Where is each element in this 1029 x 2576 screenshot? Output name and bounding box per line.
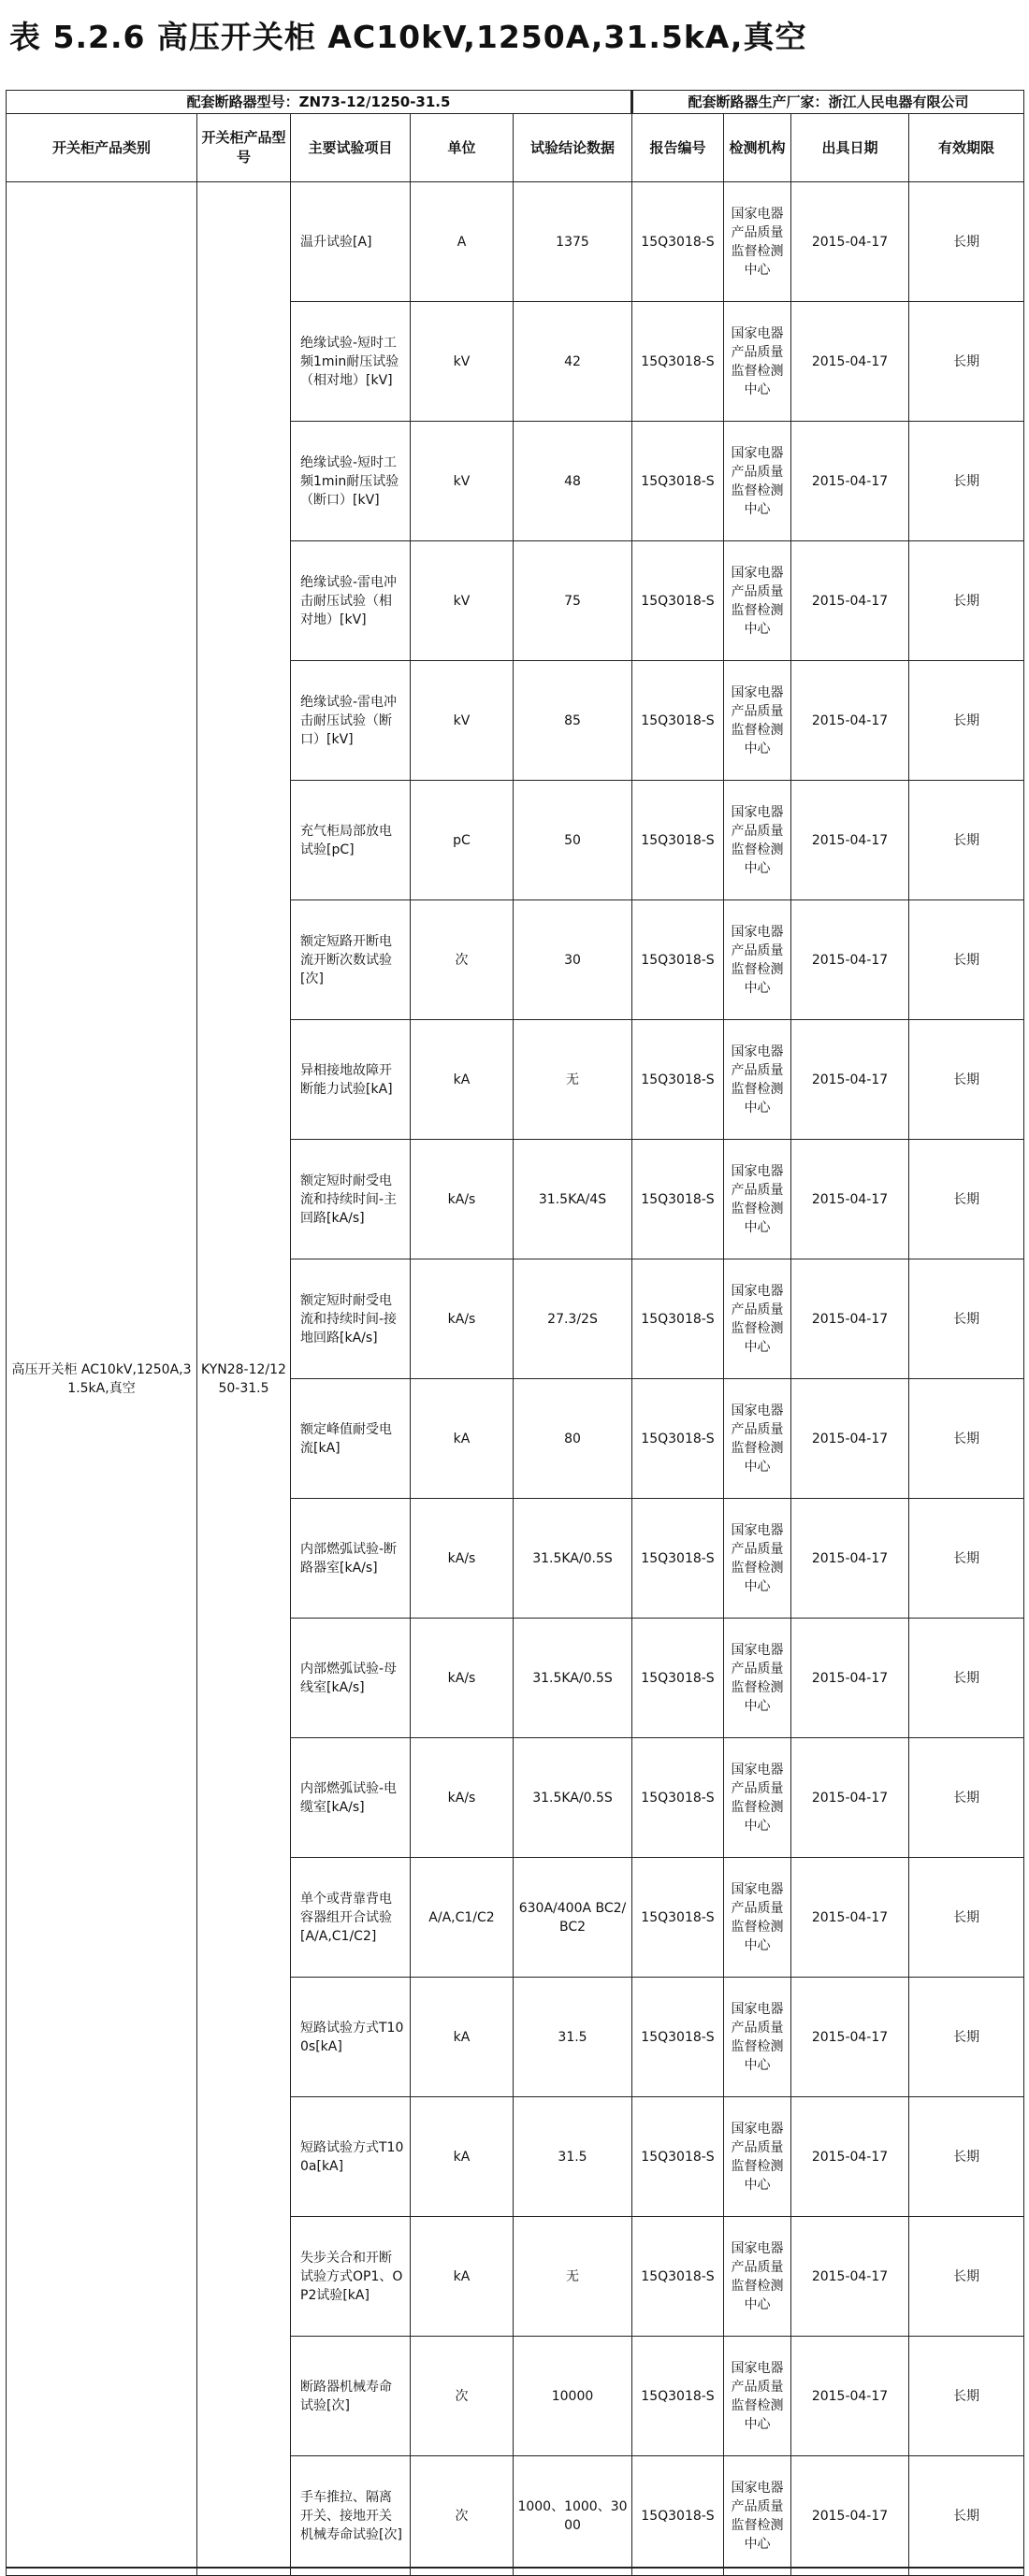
item-cell: 额定峰值耐受电流[kA] <box>291 1379 411 1499</box>
result-cell: 85 <box>514 661 632 781</box>
date-cell: 2015-04-17 <box>791 1499 909 1619</box>
agency-cell: 国家电器产品质量监督检测中心 <box>724 541 791 661</box>
date-cell: 2015-04-17 <box>791 182 909 302</box>
header-report: 报告编号 <box>632 114 724 182</box>
page-title: 表 5.2.6 高压开关柜 AC10kV,1250A,31.5kA,真空 <box>9 19 807 55</box>
item-cell: 短路试验方式T100s[kA] <box>291 1978 411 2097</box>
test-results-table-container <box>6 90 1023 2576</box>
date-cell: 2015-04-17 <box>791 781 909 900</box>
table-row <box>7 182 1024 302</box>
report-cell: 15Q3018-S <box>632 182 724 302</box>
header-category: 开关柜产品类别 <box>7 114 197 182</box>
agency-cell: 国家电器产品质量监督检测中心 <box>724 1499 791 1619</box>
agency-cell: 国家电器产品质量监督检测中心 <box>724 1858 791 1978</box>
report-cell: 15Q3018-S <box>632 2456 724 2576</box>
report-cell: 15Q3018-S <box>632 2217 724 2337</box>
date-cell: 2015-04-17 <box>791 2456 909 2576</box>
item-cell: 绝缘试验-雷电冲击耐压试验（相对地）[kV] <box>291 541 411 661</box>
validity-cell: 长期 <box>909 900 1024 1020</box>
unit-cell: kA/s <box>411 1619 514 1738</box>
date-cell: 2015-04-17 <box>791 2217 909 2337</box>
agency-cell: 国家电器产品质量监督检测中心 <box>724 1020 791 1140</box>
result-cell: 31.5 <box>514 2097 632 2217</box>
product-category-cell: 高压开关柜 AC10kV,1250A,31.5kA,真空 <box>7 182 197 2576</box>
header-result: 试验结论数据 <box>514 114 632 182</box>
table-body <box>7 91 1024 2576</box>
unit-cell: kA/s <box>411 1140 514 1259</box>
agency-cell: 国家电器产品质量监督检测中心 <box>724 2097 791 2217</box>
date-cell: 2015-04-17 <box>791 541 909 661</box>
item-cell: 绝缘试验-短时工频1min耐压试验（相对地）[kV] <box>291 302 411 422</box>
agency-cell: 国家电器产品质量监督检测中心 <box>724 182 791 302</box>
unit-cell: pC <box>411 781 514 900</box>
test-results-table <box>6 90 1024 2576</box>
item-cell: 绝缘试验-雷电冲击耐压试验（断口）[kV] <box>291 661 411 781</box>
report-cell: 15Q3018-S <box>632 1858 724 1978</box>
agency-cell: 国家电器产品质量监督检测中心 <box>724 1379 791 1499</box>
validity-cell: 长期 <box>909 422 1024 541</box>
report-cell: 15Q3018-S <box>632 422 724 541</box>
header-model: 开关柜产品型号 <box>197 114 291 182</box>
report-cell: 15Q3018-S <box>632 1140 724 1259</box>
agency-cell: 国家电器产品质量监督检测中心 <box>724 1619 791 1738</box>
item-cell: 绝缘试验-短时工频1min耐压试验（断口）[kV] <box>291 422 411 541</box>
validity-cell: 长期 <box>909 661 1024 781</box>
date-cell: 2015-04-17 <box>791 900 909 1020</box>
validity-cell: 长期 <box>909 182 1024 302</box>
result-cell: 31.5KA/0.5S <box>514 1499 632 1619</box>
agency-cell: 国家电器产品质量监督检测中心 <box>724 661 791 781</box>
date-cell: 2015-04-17 <box>791 302 909 422</box>
result-cell: 31.5 <box>514 1978 632 2097</box>
validity-cell: 长期 <box>909 2337 1024 2456</box>
agency-cell: 国家电器产品质量监督检测中心 <box>724 1738 791 1858</box>
validity-cell: 长期 <box>909 541 1024 661</box>
item-cell: 失步关合和开断试验方式OP1、OP2试验[kA] <box>291 2217 411 2337</box>
validity-cell: 长期 <box>909 302 1024 422</box>
unit-cell: 次 <box>411 900 514 1020</box>
header-row <box>7 114 1024 182</box>
validity-cell: 长期 <box>909 1379 1024 1499</box>
unit-cell: 次 <box>411 2456 514 2576</box>
agency-cell: 国家电器产品质量监督检测中心 <box>724 2337 791 2456</box>
result-cell: 无 <box>514 1020 632 1140</box>
item-cell: 额定短时耐受电流和持续时间-接地回路[kA/s] <box>291 1259 411 1379</box>
result-cell: 30 <box>514 900 632 1020</box>
result-cell: 31.5KA/0.5S <box>514 1619 632 1738</box>
validity-cell: 长期 <box>909 1978 1024 2097</box>
unit-cell: kA/s <box>411 1499 514 1619</box>
date-cell: 2015-04-17 <box>791 1858 909 1978</box>
item-cell: 手车推拉、隔离开关、接地开关机械寿命试验[次] <box>291 2456 411 2576</box>
report-cell: 15Q3018-S <box>632 1978 724 2097</box>
unit-cell: kA <box>411 2217 514 2337</box>
unit-cell: kV <box>411 661 514 781</box>
agency-cell: 国家电器产品质量监督检测中心 <box>724 1978 791 2097</box>
validity-cell: 长期 <box>909 2217 1024 2337</box>
agency-cell: 国家电器产品质量监督检测中心 <box>724 2217 791 2337</box>
unit-cell: kA/s <box>411 1738 514 1858</box>
date-cell: 2015-04-17 <box>791 422 909 541</box>
breaker-model: 配套断路器型号：ZN73-12/1250-31.5 <box>7 91 632 114</box>
agency-cell: 国家电器产品质量监督检测中心 <box>724 422 791 541</box>
unit-cell: kV <box>411 302 514 422</box>
header-unit: 单位 <box>411 114 514 182</box>
report-cell: 15Q3018-S <box>632 541 724 661</box>
report-cell: 15Q3018-S <box>632 661 724 781</box>
item-cell: 内部燃弧试验-电缆室[kA/s] <box>291 1738 411 1858</box>
date-cell: 2015-04-17 <box>791 1020 909 1140</box>
item-cell: 异相接地故障开断能力试验[kA] <box>291 1020 411 1140</box>
validity-cell: 长期 <box>909 1259 1024 1379</box>
validity-cell: 长期 <box>909 2097 1024 2217</box>
date-cell: 2015-04-17 <box>791 1619 909 1738</box>
validity-cell: 长期 <box>909 1858 1024 1978</box>
agency-cell: 国家电器产品质量监督检测中心 <box>724 302 791 422</box>
report-cell: 15Q3018-S <box>632 900 724 1020</box>
validity-cell: 长期 <box>909 1499 1024 1619</box>
unit-cell: kA <box>411 1978 514 2097</box>
result-cell: 80 <box>514 1379 632 1499</box>
result-cell: 50 <box>514 781 632 900</box>
validity-cell: 长期 <box>909 781 1024 900</box>
result-cell: 75 <box>514 541 632 661</box>
unit-cell: kA <box>411 1020 514 1140</box>
report-cell: 15Q3018-S <box>632 302 724 422</box>
report-cell: 15Q3018-S <box>632 1738 724 1858</box>
breaker-manufacturer: 配套断路器生产厂家：浙江人民电器有限公司 <box>632 91 1024 114</box>
agency-cell: 国家电器产品质量监督检测中心 <box>724 781 791 900</box>
date-cell: 2015-04-17 <box>791 1379 909 1499</box>
agency-cell: 国家电器产品质量监督检测中心 <box>724 2456 791 2576</box>
unit-cell: kV <box>411 541 514 661</box>
date-cell: 2015-04-17 <box>791 1140 909 1259</box>
result-cell: 1375 <box>514 182 632 302</box>
date-cell: 2015-04-17 <box>791 2097 909 2217</box>
validity-cell: 长期 <box>909 1738 1024 1858</box>
result-cell: 42 <box>514 302 632 422</box>
agency-cell: 国家电器产品质量监督检测中心 <box>724 900 791 1020</box>
item-cell: 断路器机械寿命试验[次] <box>291 2337 411 2456</box>
breaker-info-row <box>7 91 1024 114</box>
report-cell: 15Q3018-S <box>632 1619 724 1738</box>
header-validity: 有效期限 <box>909 114 1024 182</box>
bottom-rule <box>6 2567 1023 2569</box>
date-cell: 2015-04-17 <box>791 1978 909 2097</box>
unit-cell: 次 <box>411 2337 514 2456</box>
agency-cell: 国家电器产品质量监督检测中心 <box>724 1259 791 1379</box>
report-cell: 15Q3018-S <box>632 1259 724 1379</box>
product-model-cell: KYN28-12/1250-31.5 <box>197 182 291 2576</box>
result-cell: 无 <box>514 2217 632 2337</box>
result-cell: 31.5KA/4S <box>514 1140 632 1259</box>
date-cell: 2015-04-17 <box>791 1259 909 1379</box>
report-cell: 15Q3018-S <box>632 781 724 900</box>
result-cell: 10000 <box>514 2337 632 2456</box>
result-cell: 27.3/2S <box>514 1259 632 1379</box>
header-item: 主要试验项目 <box>291 114 411 182</box>
unit-cell: A/A,C1/C2 <box>411 1858 514 1978</box>
header-date: 出具日期 <box>791 114 909 182</box>
report-cell: 15Q3018-S <box>632 1020 724 1140</box>
unit-cell: kA <box>411 1379 514 1499</box>
item-cell: 额定短时耐受电流和持续时间-主回路[kA/s] <box>291 1140 411 1259</box>
header-agency: 检测机构 <box>724 114 791 182</box>
item-cell: 内部燃弧试验-母线室[kA/s] <box>291 1619 411 1738</box>
item-cell: 温升试验[A] <box>291 182 411 302</box>
unit-cell: kA/s <box>411 1259 514 1379</box>
date-cell: 2015-04-17 <box>791 661 909 781</box>
unit-cell: kV <box>411 422 514 541</box>
item-cell: 单个或背靠背电容器组开合试验[A/A,C1/C2] <box>291 1858 411 1978</box>
result-cell: 1000、1000、3000 <box>514 2456 632 2576</box>
report-cell: 15Q3018-S <box>632 1379 724 1499</box>
validity-cell: 长期 <box>909 1619 1024 1738</box>
result-cell: 31.5KA/0.5S <box>514 1738 632 1858</box>
result-cell: 630A/400A BC2/BC2 <box>514 1858 632 1978</box>
date-cell: 2015-04-17 <box>791 1738 909 1858</box>
validity-cell: 长期 <box>909 1020 1024 1140</box>
unit-cell: A <box>411 182 514 302</box>
report-cell: 15Q3018-S <box>632 2097 724 2217</box>
agency-cell: 国家电器产品质量监督检测中心 <box>724 1140 791 1259</box>
report-cell: 15Q3018-S <box>632 1499 724 1619</box>
item-cell: 充气柜局部放电试验[pC] <box>291 781 411 900</box>
validity-cell: 长期 <box>909 2456 1024 2576</box>
result-cell: 48 <box>514 422 632 541</box>
item-cell: 短路试验方式T100a[kA] <box>291 2097 411 2217</box>
validity-cell: 长期 <box>909 1140 1024 1259</box>
report-cell: 15Q3018-S <box>632 2337 724 2456</box>
date-cell: 2015-04-17 <box>791 2337 909 2456</box>
unit-cell: kA <box>411 2097 514 2217</box>
item-cell: 内部燃弧试验-断路器室[kA/s] <box>291 1499 411 1619</box>
item-cell: 额定短路开断电流开断次数试验[次] <box>291 900 411 1020</box>
